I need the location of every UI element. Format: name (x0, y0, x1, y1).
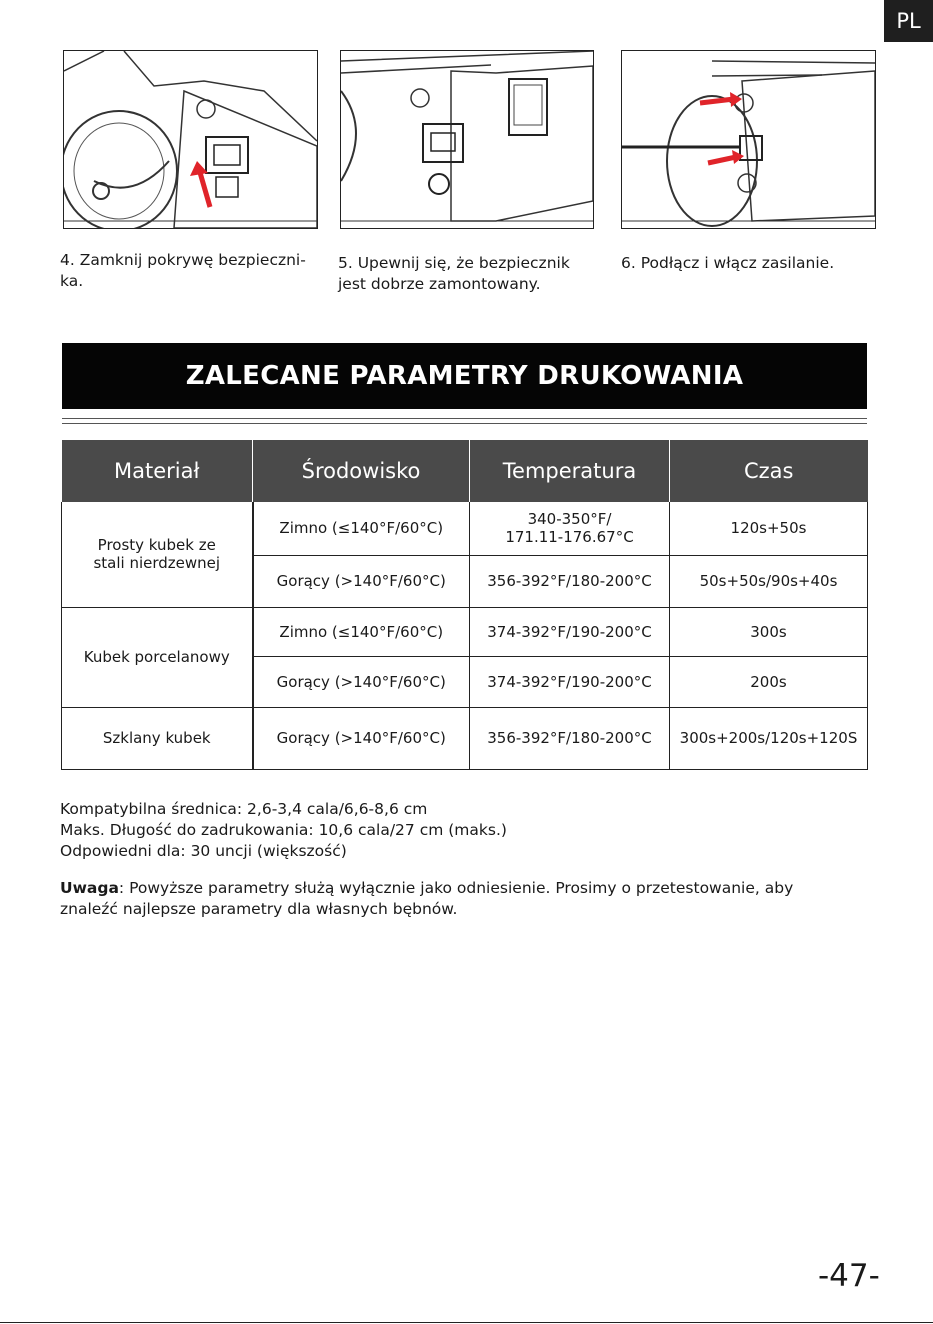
power-connect-illustration (622, 51, 875, 228)
environment-cell: Zimno (≤140°F/60°C) (253, 502, 470, 555)
temperature-cell: 374-392°F/190-200°C (470, 607, 670, 656)
section-banner: ZALECANE PARAMETRY DRUKOWANIA (62, 343, 867, 409)
header-material: Materiał (62, 440, 253, 502)
environment-cell: Zimno (≤140°F/60°C) (253, 607, 470, 656)
time-cell: 300s (670, 607, 868, 656)
step-4-caption: 4. Zamknij pokrywę bezpieczni- ka. (60, 251, 306, 290)
remark-text: : Powyższe parametry służą wyłącznie jako odniesienie. Prosimy o przetestowanie, aby znaleźć najlepsze parametry dla własnych bębnów. (60, 879, 794, 918)
table-row (62, 502, 868, 555)
page-number: -47- (818, 1258, 880, 1294)
table-row (62, 607, 868, 656)
step-6-photo (621, 50, 876, 229)
temperature-cell: 356-392°F/180-200°C (470, 707, 670, 769)
table-header-row (62, 440, 868, 502)
bottom-border (0, 1322, 933, 1323)
divider-line (62, 418, 867, 419)
note-line: Kompatybilna średnica: 2,6-3,4 cala/6,6-8,6 cm (60, 800, 428, 818)
material-cell: Prosty kubek ze stali nierdzewnej (62, 502, 253, 607)
step-4-photo (63, 50, 318, 229)
environment-cell: Gorący (>140°F/60°C) (253, 707, 470, 769)
divider-line (62, 423, 867, 424)
parameters-table (61, 440, 868, 770)
time-cell: 120s+50s (670, 502, 868, 555)
material-cell: Kubek porcelanowy (62, 607, 253, 707)
environment-cell: Gorący (>140°F/60°C) (253, 656, 470, 707)
temperature-cell: 374-392°F/190-200°C (470, 656, 670, 707)
step-6-caption: 6. Podłącz i włącz zasilanie. (621, 254, 835, 272)
material-cell: Szklany kubek (62, 707, 253, 769)
fuse-cover-illustration (64, 51, 317, 228)
remark-paragraph (60, 878, 850, 920)
note-line: Odpowiedni dla: 30 uncji (większość) (60, 842, 347, 860)
remark-label: Uwaga (60, 879, 119, 897)
fuse-installed-illustration (341, 51, 593, 228)
specs-notes (60, 799, 507, 862)
language-badge: PL (884, 0, 933, 42)
environment-cell: Gorący (>140°F/60°C) (253, 555, 470, 607)
temperature-cell: 340-350°F/ 171.11-176.67°C (470, 502, 670, 555)
time-cell: 200s (670, 656, 868, 707)
step-5-caption: 5. Upewnij się, że bezpiecznik jest dobrze zamontowany. (338, 254, 570, 293)
header-environment: Środowisko (253, 440, 470, 502)
temperature-cell: 356-392°F/180-200°C (470, 555, 670, 607)
time-cell: 300s+200s/120s+120S (670, 707, 868, 769)
note-line: Maks. Długość do zadrukowania: 10,6 cala/27 cm (maks.) (60, 821, 507, 839)
table-row (62, 707, 868, 769)
step-5-photo (340, 50, 594, 229)
header-temperature: Temperatura (470, 440, 670, 502)
time-cell: 50s+50s/90s+40s (670, 555, 868, 607)
header-time: Czas (670, 440, 868, 502)
